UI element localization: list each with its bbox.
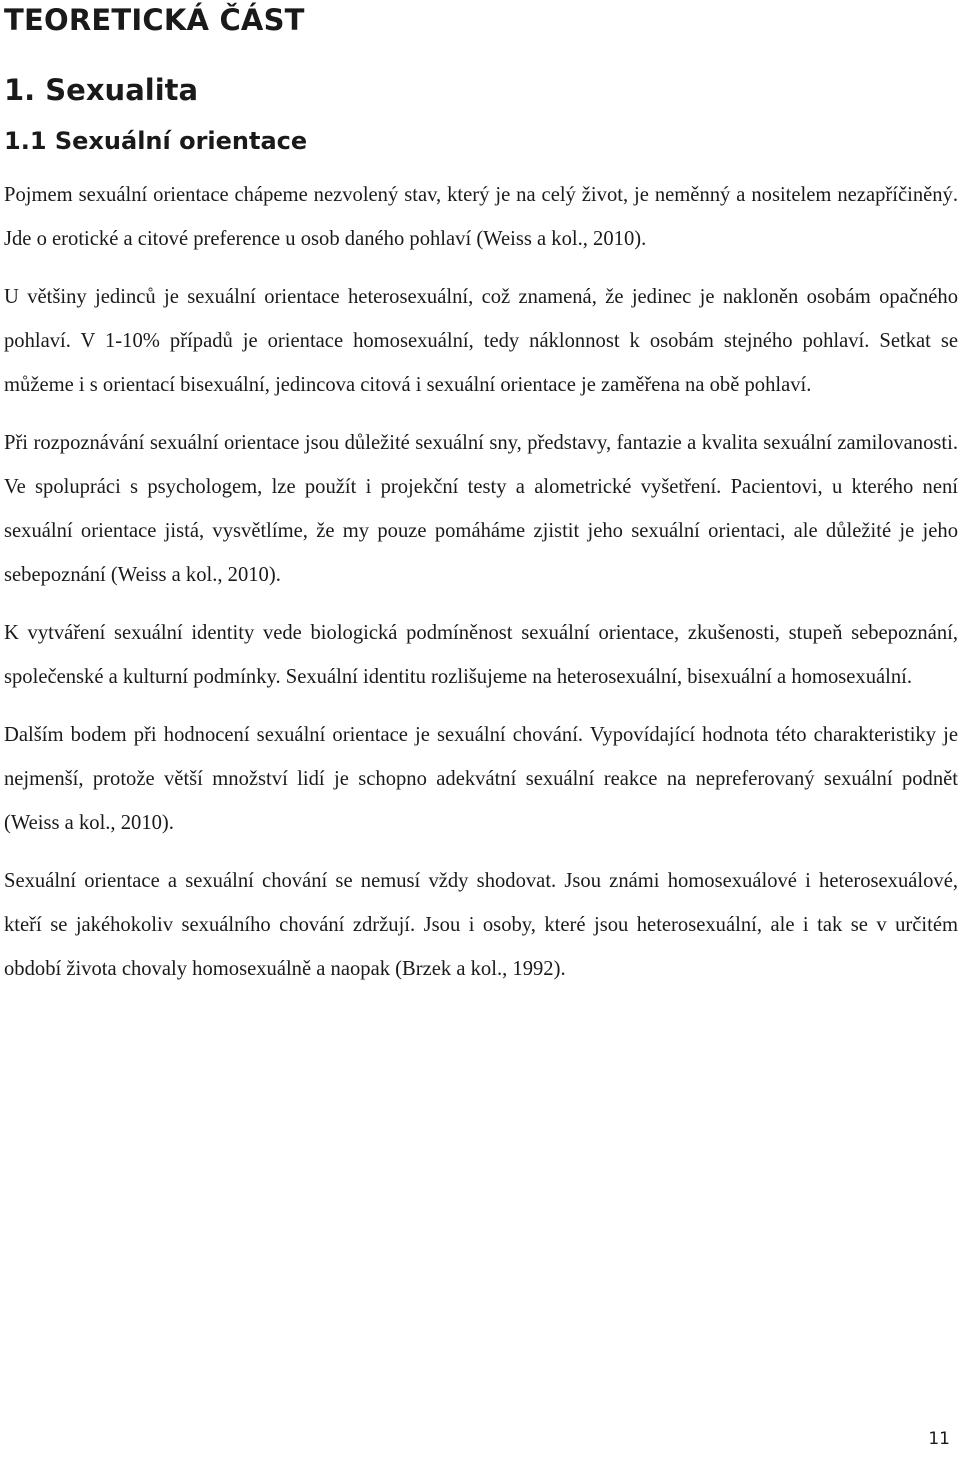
page-number: 11 bbox=[928, 1429, 950, 1449]
paragraph-2: U většiny jedinců je sexuální orientace heterosexuální, což znamená, že jedinec je nakloněn osobám opačného pohlaví. V 1-10% případů je orientace homosexuální, tedy náklonnost k osobám stejného pohlaví. Setkat se můžeme i s orientací bisexuální, jedincova citová i sexuální orientace je zaměřena na obě pohlaví. bbox=[4, 286, 958, 396]
section-heading: 1.1 Sexuální orientace bbox=[4, 127, 308, 155]
document-page bbox=[4, 0, 958, 991]
chapter-heading: 1. Sexualita bbox=[4, 73, 199, 107]
part-heading: TEORETICKÁ ČÁST bbox=[4, 3, 305, 37]
paragraph-5: Dalším bodem při hodnocení sexuální orientace je sexuální chování. Vypovídající hodnota této charakteristiky je nejmenší, protože větší množství lidí je schopno adekvátní sexuální reakce na nepreferovaný sexuální podnět (Weiss a kol., 2010). bbox=[4, 724, 958, 834]
paragraph-1: Pojmem sexuální orientace chápeme nezvolený stav, který je na celý život, je neměnný a nositelem nezapříčiněný. Jde o erotické a citové preference u osob daného pohlaví (Weiss a kol., 2010). bbox=[4, 184, 958, 250]
paragraph-6: Sexuální orientace a sexuální chování se nemusí vždy shodovat. Jsou známi homosexuálové i heterosexuálové, kteří se jakéhokoliv sexuálního chování zdržují. Jsou i osoby, které jsou heterosexuální, ale i tak se v určitém období života chovaly homosexuálně a naopak (Brzek a kol., 1992). bbox=[4, 870, 958, 980]
paragraph-4: K vytváření sexuální identity vede biologická podmíněnost sexuální orientace, zkušenosti, stupeň sebepoznání, společenské a kulturní podmínky. Sexuální identitu rozlišujeme na heterosexuální, bisexuální a homosexuální. bbox=[4, 622, 958, 688]
paragraph-3: Při rozpoznávání sexuální orientace jsou důležité sexuální sny, představy, fantazie a kvalita sexuální zamilovanosti. Ve spolupráci s psychologem, lze použít i projekční testy a alometrické vyšetření. Pacientovi, u kterého není sexuální orientace jistá, vysvětlíme, že my pouze pomáháme zjistit jeho sexuální orientaci, ale důležité je jeho sebepoznání (Weiss a kol., 2010). bbox=[4, 432, 958, 586]
